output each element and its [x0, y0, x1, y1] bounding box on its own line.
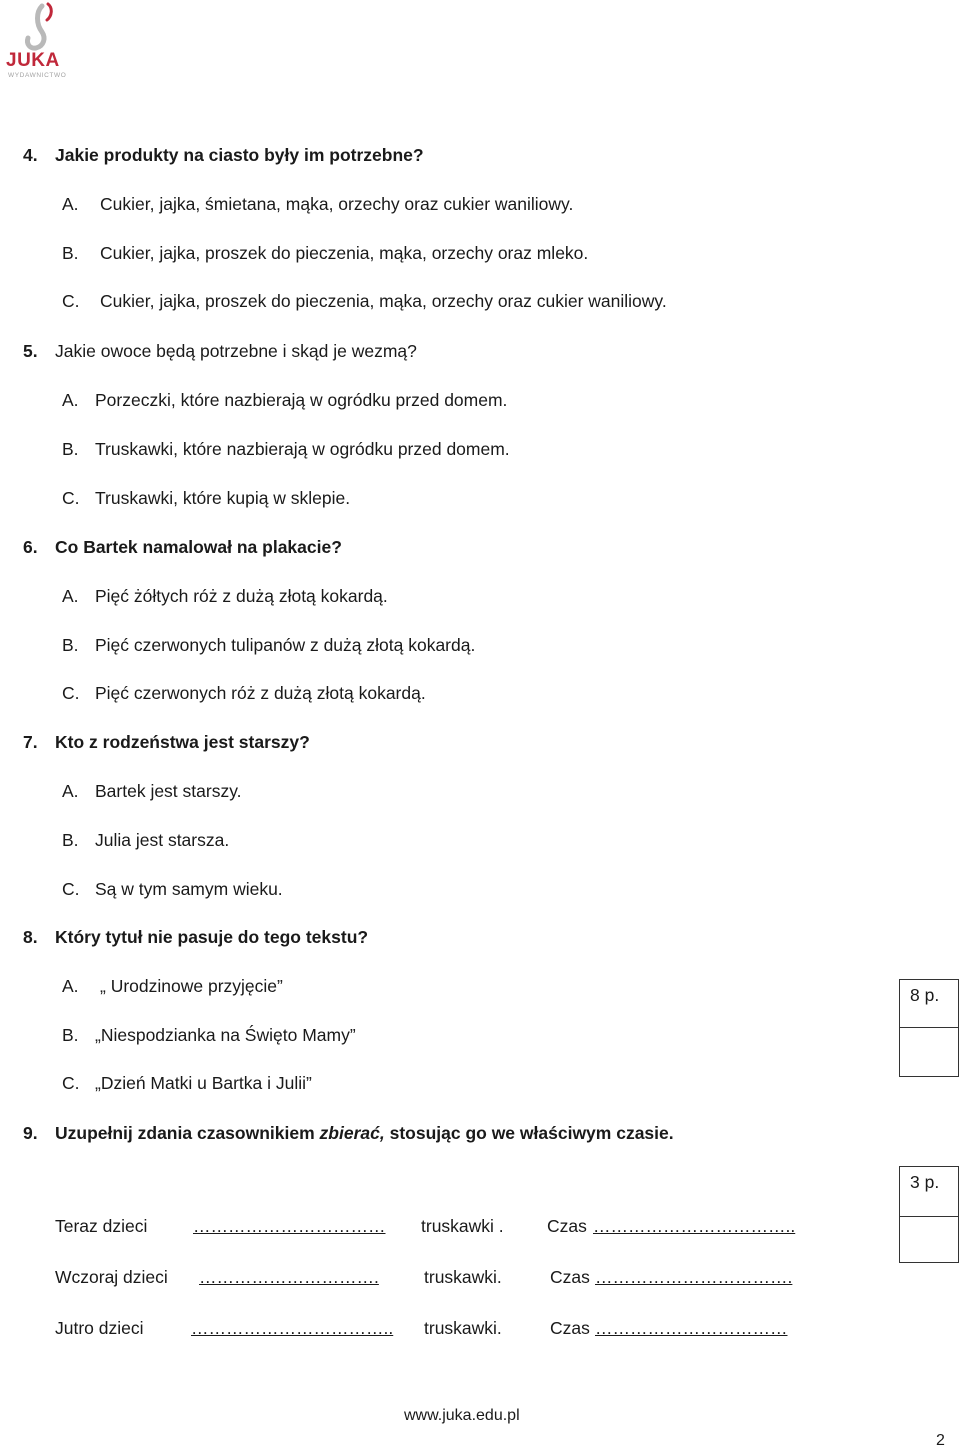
czas-blank[interactable]: …………………………….: [595, 1267, 793, 1287]
option-text: Truskawki, które nazbierają w ogródku przed domem.: [95, 439, 510, 459]
fill-row-object: truskawki.: [424, 1267, 502, 1287]
czas-blank[interactable]: ……………………………..: [593, 1216, 796, 1236]
option-letter: C.: [62, 1073, 80, 1093]
option-text: Truskawki, które kupią w sklepie.: [95, 488, 351, 508]
option-letter: C.: [62, 488, 80, 508]
czas-label: Czas: [547, 1216, 587, 1236]
question-number: 8.: [23, 927, 38, 947]
question-number: 7.: [23, 732, 38, 752]
page-number: 2: [936, 1432, 945, 1449]
option-letter: A.: [62, 781, 79, 801]
czas-label: Czas: [550, 1318, 590, 1338]
option-text: Cukier, jajka, proszek do pieczenia, mąka, orzechy oraz mleko.: [100, 243, 589, 263]
option-text: Cukier, jajka, proszek do pieczenia, mąka, orzechy oraz cukier waniliowy.: [100, 291, 667, 311]
question-text: Kto z rodzeństwa jest starszy?: [55, 732, 310, 752]
option-letter: C.: [62, 683, 80, 703]
option-text: Pięć żółtych róż z dużą złotą kokardą.: [95, 586, 388, 606]
option-letter: B.: [62, 1025, 79, 1045]
points-box-q9: [899, 1166, 959, 1263]
question-text: Co Bartek namalował na plakacie?: [55, 537, 342, 557]
option-text: Bartek jest starszy.: [95, 781, 242, 801]
option-text: Są w tym samym wieku.: [95, 879, 283, 899]
option-letter: B.: [62, 635, 79, 655]
option-text: Julia jest starsza.: [95, 830, 230, 850]
option-letter: B.: [62, 439, 79, 459]
fill-blank[interactable]: ……………………………..: [191, 1318, 394, 1338]
option-text: „ Urodzinowe przyjęcie”: [100, 976, 283, 996]
fill-blank[interactable]: ……………………………: [193, 1216, 386, 1236]
option-letter: C.: [62, 879, 80, 899]
points-box-q8: [899, 979, 959, 1077]
question-number: 5.: [23, 341, 38, 361]
option-letter: B.: [62, 830, 79, 850]
question-text-before: Uzupełnij zdania czasownikiem: [55, 1123, 315, 1143]
fill-row-subject: Jutro dzieci: [55, 1318, 144, 1338]
question-number: 6.: [23, 537, 38, 557]
option-text: „Niespodzianka na Święto Mamy”: [95, 1025, 356, 1045]
option-letter: A.: [62, 586, 79, 606]
question-number: 9.: [23, 1123, 38, 1143]
option-letter: B.: [62, 243, 79, 263]
option-letter: A.: [62, 976, 79, 996]
question-verb: zbierać,: [319, 1123, 385, 1143]
czas-label: Czas: [550, 1267, 590, 1287]
option-letter: A.: [62, 194, 79, 214]
option-text: Pięć czerwonych róż z dużą złotą kokardą.: [95, 683, 426, 703]
points-label: 8 p.: [910, 985, 940, 1005]
question-text: Jakie produkty na ciasto były im potrzebne?: [55, 145, 424, 165]
option-text: Cukier, jajka, śmietana, mąka, orzechy oraz cukier waniliowy.: [100, 194, 574, 214]
question-text: [55, 1122, 674, 1144]
fill-row-object: truskawki .: [421, 1216, 504, 1236]
points-box-divider: [900, 1216, 958, 1217]
fill-row-subject: Teraz dzieci: [55, 1216, 148, 1236]
fill-blank[interactable]: ………………………….: [199, 1267, 379, 1287]
publisher-sub: WYDAWNICTWO: [8, 72, 67, 79]
option-letter: A.: [62, 390, 79, 410]
publisher-name: JUKA: [6, 50, 60, 71]
fill-row-subject: Wczoraj dzieci: [55, 1267, 168, 1287]
question-text: Który tytuł nie pasuje do tego tekstu?: [55, 927, 369, 947]
option-text: Porzeczki, które nazbierają w ogródku przed domem.: [95, 390, 508, 410]
juka-logo-icon: [6, 2, 66, 52]
question-text: Jakie owoce będą potrzebne i skąd je wezmą?: [55, 341, 417, 361]
option-letter: C.: [62, 291, 80, 311]
question-text-after: stosując go we właściwym czasie.: [389, 1123, 674, 1143]
points-box-divider: [900, 1027, 958, 1028]
czas-blank[interactable]: ……………………………: [595, 1318, 788, 1338]
option-text: Pięć czerwonych tulipanów z dużą złotą kokardą.: [95, 635, 476, 655]
question-number: 4.: [23, 145, 38, 165]
fill-row-object: truskawki.: [424, 1318, 502, 1338]
points-label: 3 p.: [910, 1172, 940, 1192]
option-text: „Dzień Matki u Bartka i Julii”: [95, 1073, 312, 1093]
footer-url[interactable]: www.juka.edu.pl: [404, 1407, 520, 1424]
